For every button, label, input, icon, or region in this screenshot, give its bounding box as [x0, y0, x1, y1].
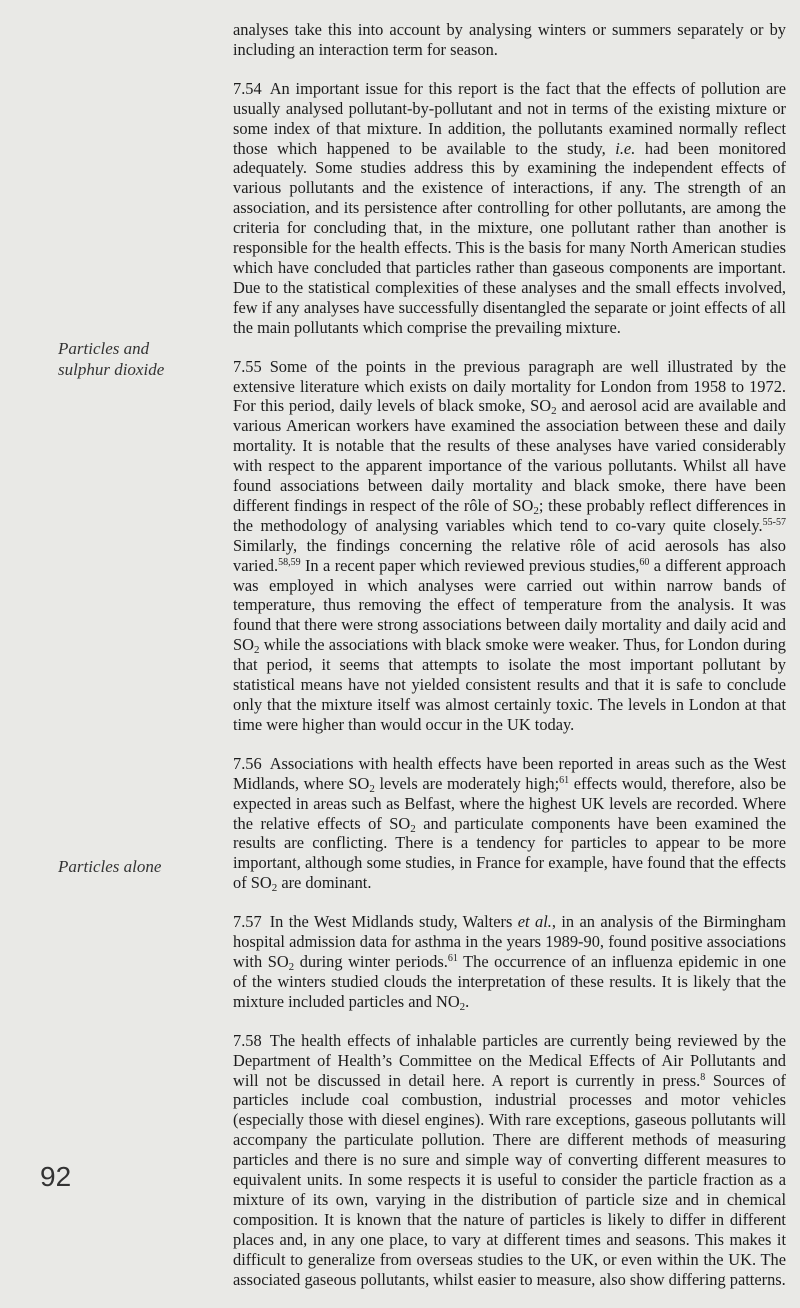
- page-number: 92: [40, 1161, 72, 1192]
- reference-superscript: 8: [700, 1071, 706, 1083]
- reference-superscript: 60: [639, 556, 650, 568]
- paragraph-number: 7.56: [233, 753, 262, 773]
- paragraph-7-55: 7.55 Some of the points in the previous paragraph are well illustrated by the extensive literature which exists on daily mortality for London from 1958 to 1972. For this period, daily levels of black smoke, $SO_2$ and aerosol acid are available and various American workers have examined the association between these and daily mortality. It is notable that the results of these analyses have varied considerably with respect to the apparent importance of the various pollutants. Whilst all have found associations between daily mortality and black smoke, there have been different findings in respect of the rôle of $SO_2$; these probably reflect differences in the methodology of analysing variables which tend to co-vary quite closely.$^{55-57}$ Similarly, the findings concerning the relative rôle of acid aerosols has also varied.$^{58,59}$ In a recent paper which reviewed previous studies,$^{60}$ a different approach was employed in which analyses were carried out within narrow bands of temperature, thus removing the effect of temperature from the analysis. It was found that there were strong associations between daily mortality and daily acid and $SO_2$ while the associations with black smoke were weaker. Thus, for London during that period, it seems that attempts to isolate the most important pollutant by statistical means have not yielded consistent results and that it is safe to conclude only that the mixture itself was almost certainly toxic. The levels in London at that time were higher than would occur in the UK today.: [233, 356, 786, 734]
- main-text-column: [233, 20, 786, 1308]
- paragraph-number: 7.57: [233, 912, 262, 932]
- paragraph-number: 7.58: [233, 1030, 262, 1050]
- reference-superscript: 61: [447, 952, 458, 964]
- paragraph-number: 7.54: [233, 78, 262, 98]
- margin-note-particles-alone: Particles alone: [58, 857, 162, 876]
- paragraph-7-57: 7.57 In the West Midlands study, Walters et al., in an analysis of the Birmingham hospital admission data for asthma in the years 1989-90, found positive associations with $SO_2$ during winter periods.$^{61}$ The occurrence of an influenza epidemic in one of the winters studied clouds the interpretation of these results. It is likely that the mixture included particles and $NO_2$.: [233, 912, 786, 1013]
- paragraph-7-58: 7.58 The health effects of inhalable particles are currently being reviewed by the Department of Health’s Committee on the Medical Effects of Air Pollutants and will not be discussed in detail here. A report is currently in press.$^8$ Sources of particles include coal combustion, industrial processes and motor vehicles (especially those with diesel engines). With rare exceptions, gaseous pollutants will accompany the particulate pollution. There are different methods of measuring particles and there is no sure and simple way of converting different measures to equivalent units. In some respects it is useful to consider the particle fraction as a mixture of its own, varying in the distribution of particle size and in chemical composition. It is known that the nature of particles is likely to differ in different places and, in any one place, to vary at different times and seasons. This makes it difficult to generalize from overseas studies to the UK, or even within the UK. The associated gaseous pollutants, whilst easier to measure, also show differing patterns.: [233, 1030, 787, 1289]
- paragraph-number: 7.55: [233, 356, 262, 376]
- reference-superscript: 61: [559, 774, 570, 786]
- margin-note-particles-sulphur-dioxide: Particles and sulphur dioxide: [58, 339, 165, 379]
- reference-superscript: 58,59: [278, 556, 301, 568]
- reference-superscript: 55-57: [762, 516, 786, 528]
- paragraph-7-56: 7.56 Associations with health effects have been reported in areas such as the West Midlands, where $SO_2$ levels are moderately high;$^{61}$ effects would, therefore, also be expected in areas such as Belfast, where the highest UK levels are recorded. Where the relative effects of $SO_2$ and particulate components have been examined the results are conflicting. There is a tendency for particles to appear to be more important, although some studies, in France for example, have found that the effects of $SO_2$ are dominant.: [233, 753, 786, 895]
- paragraph-7-54: 7.54 An important issue for this report is the fact that the effects of pollution are usually analysed pollutant-by-pollutant and not in terms of the existing mixture or some index of that mixture. In addition, the pollutants examined normally reflect those which happened to be available to the study, i.e. had been monitored adequately. Some studies address this by examining the independent effects of various pollutants and the existence of interactions, if any. The strength of an association, and its persistence after controlling for other pollutants, are among the criteria for concluding that, in the mixture, one pollutant rather than another is responsible for the health effects. This is the basis for many North American studies which have concluded that particles rather than gaseous components are important. Due to the statistical complexities of these analyses and the small effects involved, few if any analyses have successfully disentangled the separate or joint effects of all the main pollutants which comprise the prevailing mixture.: [233, 78, 786, 337]
- paragraph-intro: analyses take this into account by analysing winters or summers separately or by including an interaction term for season.: [233, 20, 786, 59]
